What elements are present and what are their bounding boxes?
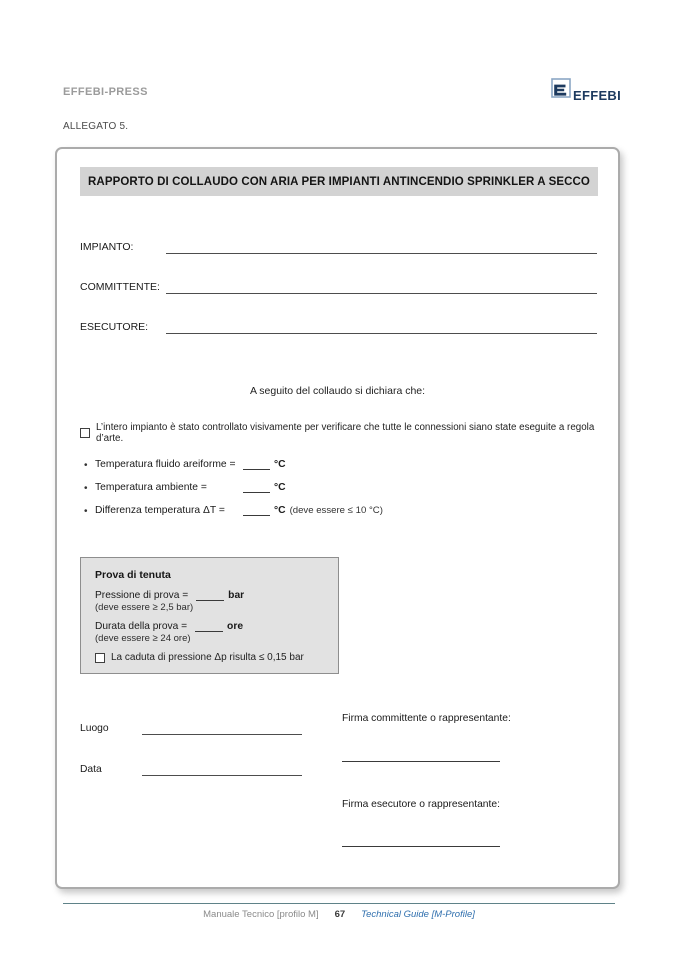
pressure-drop-label: La caduta di pressione Δp risulta ≤ 0,15 bar xyxy=(111,652,304,663)
signature-committente-line[interactable] xyxy=(342,761,500,762)
impianto-label: IMPIANTO: xyxy=(80,241,134,253)
pressure-row xyxy=(95,590,324,601)
signature-esecutore-label: Firma esecutore o rappresentante: xyxy=(342,799,500,810)
field-row-esecutore xyxy=(80,319,597,334)
field-row-impianto xyxy=(80,239,597,254)
place-input-line[interactable] xyxy=(142,723,302,735)
temp-row-ambiente xyxy=(57,482,618,496)
date-input-line[interactable] xyxy=(142,764,302,776)
bullet-icon: • xyxy=(84,483,88,494)
duration-row xyxy=(95,621,324,632)
field-row-committente xyxy=(80,279,597,294)
pressure-input-line[interactable] xyxy=(196,591,224,601)
form-title: RAPPORTO DI COLLAUDO CON ARIA PER IMPIANTI ANTINCENDIO SPRINKLER A SECCO xyxy=(80,167,598,196)
esecutore-input-line[interactable] xyxy=(166,322,597,334)
report-form xyxy=(55,147,620,889)
page-footer xyxy=(0,909,678,920)
pressure-drop-checkbox[interactable] xyxy=(95,653,105,663)
date-row xyxy=(80,761,302,776)
pressure-unit: bar xyxy=(228,590,245,601)
effebi-logo-icon xyxy=(551,78,572,104)
place-label: Luogo xyxy=(80,723,109,734)
effebi-logo-text: EFFEBI xyxy=(573,88,622,103)
temp-fluido-unit: °C xyxy=(274,459,286,470)
temp-fluido-input-line[interactable] xyxy=(243,460,270,470)
duration-label: Durata della prova = xyxy=(95,621,188,632)
temp-differenza-label: Differenza temperatura ΔT = xyxy=(95,505,225,516)
temp-row-differenza xyxy=(57,505,618,519)
visual-check-label: L’intero impianto è stato controllato visivamente per verificare che tutte le connessioni siano state eseguite a regola d’arte. xyxy=(96,422,595,444)
temp-ambiente-input-line[interactable] xyxy=(243,483,270,493)
committente-label: COMMITTENTE: xyxy=(80,281,160,293)
temp-ambiente-unit: °C xyxy=(274,482,286,493)
temp-fluido-label: Temperatura fluido areiforme = xyxy=(95,459,236,470)
esecutore-label: ESECUTORE: xyxy=(80,321,149,333)
pressure-label: Pressione di prova = xyxy=(95,590,189,601)
temp-differenza-input-line[interactable] xyxy=(243,506,270,516)
effebi-logo xyxy=(551,78,621,104)
footer-manual-title: Manuale Tecnico [profilo M] xyxy=(203,909,319,920)
pressure-drop-row xyxy=(95,652,324,663)
signature-esecutore-line[interactable] xyxy=(342,846,500,847)
duration-unit: ore xyxy=(227,621,244,632)
press-header-label: EFFEBI-PRESS xyxy=(63,86,148,98)
pressure-test-title: Prova di tenuta xyxy=(95,569,171,581)
duration-input-line[interactable] xyxy=(195,622,223,632)
footer-guide-title: Technical Guide [M-Profile] xyxy=(361,909,475,920)
bullet-icon: • xyxy=(84,460,88,471)
duration-note: (deve essere ≥ 24 ore) xyxy=(95,633,191,644)
attachment-label: ALLEGATO 5. xyxy=(63,121,129,132)
visual-check-row xyxy=(80,422,618,444)
pressure-note: (deve essere ≥ 2,5 bar) xyxy=(95,602,194,613)
pressure-test-box xyxy=(80,557,339,674)
bullet-icon: • xyxy=(84,506,88,517)
impianto-input-line[interactable] xyxy=(166,242,597,254)
footer-divider xyxy=(63,903,615,904)
place-row xyxy=(80,720,302,735)
temp-ambiente-label: Temperatura ambiente = xyxy=(95,482,207,493)
temp-differenza-note: (deve essere ≤ 10 °C) xyxy=(289,505,383,516)
temp-differenza-unit: °C xyxy=(274,505,286,516)
visual-check-checkbox[interactable] xyxy=(80,428,90,438)
declaration-heading: A seguito del collaudo si dichiara che: xyxy=(249,385,426,397)
signature-committente-label: Firma committente o rappresentante: xyxy=(342,713,511,724)
committente-input-line[interactable] xyxy=(166,282,597,294)
footer-page-number: 67 xyxy=(334,909,346,920)
date-label: Data xyxy=(80,764,102,775)
temp-row-fluido xyxy=(57,459,618,473)
